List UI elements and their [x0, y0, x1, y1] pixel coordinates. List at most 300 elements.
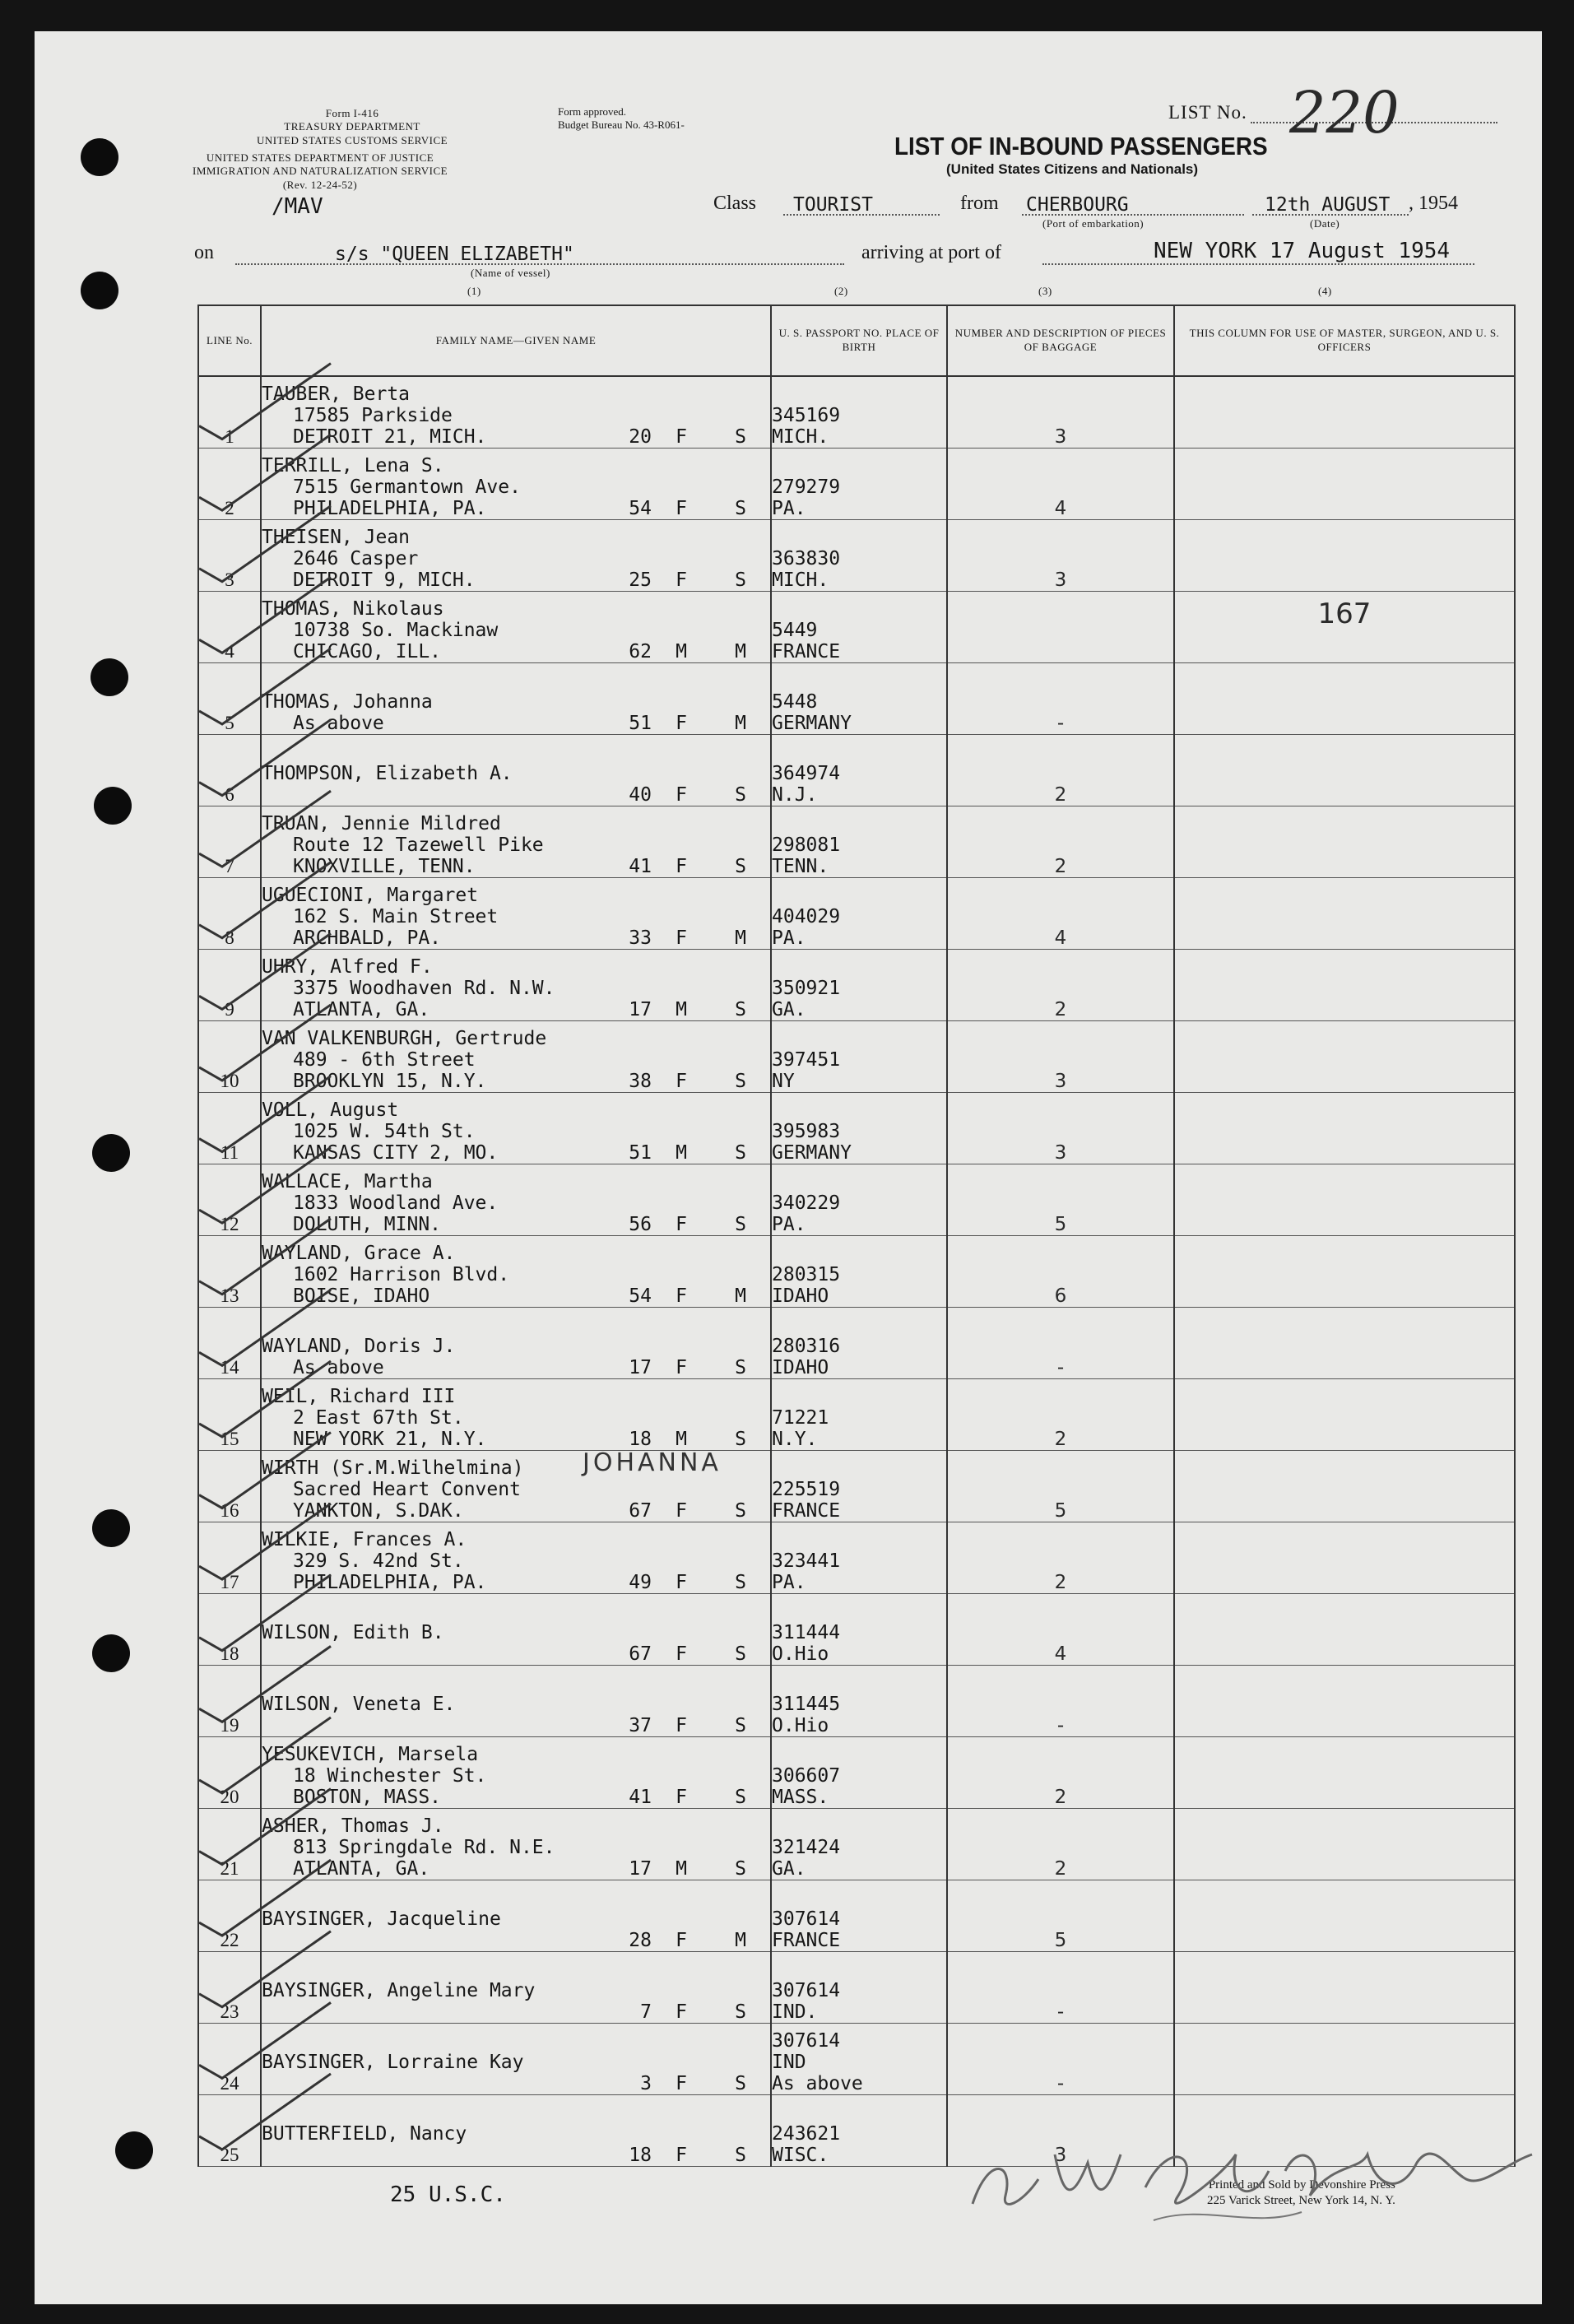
name-cell: [261, 1666, 771, 1737]
table-row: [198, 1880, 1515, 1952]
baggage-count: 3: [947, 2095, 1174, 2167]
name-cell: [261, 1021, 771, 1093]
place-of-birth: MASS.: [772, 1787, 829, 1808]
residence-age-sex-line: [262, 641, 770, 662]
city-address: BOISE, IDAHO: [293, 1285, 430, 1307]
marital-status: S: [735, 856, 746, 877]
sex: F: [676, 2073, 687, 2094]
baggage-count: 4: [947, 449, 1174, 520]
baggage-count: 2: [947, 1522, 1174, 1594]
passenger-name: VOLL, August: [262, 1099, 399, 1121]
baggage-count: 5: [947, 1880, 1174, 1952]
passport-cell: [771, 1952, 947, 2024]
baggage-count: -: [947, 2024, 1174, 2095]
address-line: [262, 1715, 607, 1736]
line-number: 17: [198, 1522, 261, 1594]
residence-age-sex-line: [262, 999, 770, 1020]
table-row: [198, 1451, 1515, 1522]
officers-cell: [1174, 2024, 1515, 2095]
table-row: [198, 1021, 1515, 1093]
baggage-count: -: [947, 1308, 1174, 1379]
passport-cell: [771, 592, 947, 663]
line-number: 16: [198, 1451, 261, 1522]
passport-number: 345169: [772, 405, 841, 426]
passport-number: 71221: [772, 1407, 829, 1429]
officer-signature: [956, 2105, 1542, 2237]
city-address: YANKTON, S.DAK.: [293, 1500, 464, 1522]
residence-age-sex-line: [262, 498, 770, 519]
passenger-name: ASHER, Thomas J.: [262, 1815, 444, 1837]
age: 54: [629, 1285, 652, 1307]
from-value: CHERBOURG: [1026, 194, 1129, 216]
line-number: 18: [198, 1594, 261, 1666]
age: 17: [629, 1858, 652, 1880]
baggage-count: 3: [947, 1093, 1174, 1164]
name-cell: [261, 1880, 771, 1952]
passport-cell: [771, 735, 947, 806]
line-number: 14: [198, 1308, 261, 1379]
passenger-name: WIRTH (Sr.M.Wilhelmina): [262, 1457, 524, 1479]
address-line: [262, 2001, 607, 2023]
line-number: 24: [198, 2024, 261, 2095]
address-line: [262, 2073, 607, 2094]
table-row: [198, 1594, 1515, 1666]
officers-cell: [1174, 878, 1515, 950]
street-address: 2 East 67th St.: [293, 1407, 464, 1429]
name-cell: [261, 520, 771, 592]
line-number: 15: [198, 1379, 261, 1451]
residence-age-sex-line: [262, 1787, 770, 1808]
arriving-label: arriving at port of: [861, 242, 1001, 263]
place-of-birth: PA.: [772, 1572, 806, 1593]
passenger-name: VAN VALKENBURGH, Gertrude: [262, 1028, 547, 1049]
passenger-name: THOMPSON, Elizabeth A.: [262, 763, 513, 784]
address-line: [262, 784, 607, 806]
city-address: PHILADELPHIA, PA.: [293, 1572, 487, 1593]
handwritten-given-name: JOHANNA: [583, 1448, 722, 1477]
name-cell: [261, 950, 771, 1021]
marital-status: S: [735, 426, 746, 448]
marital-status: S: [735, 1858, 746, 1880]
age: 41: [629, 856, 652, 877]
sex: M: [676, 1429, 687, 1450]
passport-number: 225519: [772, 1479, 841, 1500]
table-row: [198, 878, 1515, 950]
dept-justice-block: [193, 151, 448, 192]
officers-cell: [1174, 1379, 1515, 1451]
marital-status: S: [735, 1071, 746, 1092]
passport-number: 298081: [772, 834, 841, 856]
residence-age-sex-line: [262, 1643, 770, 1665]
name-cell: [261, 1093, 771, 1164]
vessel-caption: (Name of vessel): [471, 267, 550, 279]
street-address: Sacred Heart Convent: [293, 1479, 521, 1500]
street-address: Route 12 Tazewell Pike: [293, 834, 544, 856]
on-label: on: [194, 242, 214, 263]
passenger-name: TERRILL, Lena S.: [262, 455, 444, 476]
table-row: [198, 1522, 1515, 1594]
baggage-count: 3: [947, 376, 1174, 449]
approval-line-2: Budget Bureau No. 43-R061-: [558, 119, 685, 132]
sex: F: [676, 1572, 687, 1593]
place-of-birth: TENN.: [772, 856, 829, 877]
sex: F: [676, 2145, 687, 2166]
address-line: [262, 2145, 607, 2166]
name-cell: [261, 878, 771, 950]
officers-cell: [1174, 806, 1515, 878]
street-address: 1025 W. 54th St.: [293, 1121, 476, 1142]
place-of-birth: WISC.: [772, 2145, 829, 2166]
printer-line-2: 225 Varick Street, New York 14, N. Y.: [1207, 2193, 1395, 2207]
passport-number: 307614: [772, 1980, 841, 2001]
place-of-birth-note: As above: [772, 2073, 863, 2094]
age: 67: [629, 1500, 652, 1522]
marital-status: S: [735, 1214, 746, 1235]
line-number: 10: [198, 1021, 261, 1093]
baggage-count: 5: [947, 1451, 1174, 1522]
customs-service: UNITED STATES CUSTOMS SERVICE: [257, 133, 448, 146]
table-row: [198, 592, 1515, 663]
table-row: [198, 2024, 1515, 2095]
residence-age-sex-line: [262, 1357, 770, 1378]
city-address: DETROIT 21, MICH.: [293, 426, 487, 448]
place-of-birth: N.J.: [772, 784, 818, 806]
passport-cell: [771, 1809, 947, 1880]
passport-cell: [771, 1236, 947, 1308]
table-row: [198, 1737, 1515, 1809]
sex: F: [676, 1500, 687, 1522]
passport-cell: [771, 1308, 947, 1379]
age: 56: [629, 1214, 652, 1235]
baggage-count: 4: [947, 1594, 1174, 1666]
baggage-count: 2: [947, 735, 1174, 806]
marital-status: S: [735, 784, 746, 806]
street-address: 7515 Germantown Ave.: [293, 476, 521, 498]
marital-status: S: [735, 1787, 746, 1808]
passenger-name: THEISEN, Jean: [262, 527, 411, 548]
baggage-count: 2: [947, 1737, 1174, 1809]
place-of-birth: GA.: [772, 999, 806, 1020]
port-value: NEW YORK 17 August 1954: [1154, 239, 1451, 263]
city-address: CHICAGO, ILL.: [293, 641, 442, 662]
street-address: 1602 Harrison Blvd.: [293, 1264, 510, 1285]
place-of-birth: IDAHO: [772, 1285, 829, 1307]
marital-status: S: [735, 1715, 746, 1736]
marital-status: S: [735, 1572, 746, 1593]
marital-status: S: [735, 1357, 746, 1378]
residence-age-sex-line: [262, 1858, 770, 1880]
line-number: 8: [198, 878, 261, 950]
baggage-count: 4: [947, 878, 1174, 950]
table-header-row: [198, 305, 1515, 376]
passenger-name: WALLACE, Martha: [262, 1171, 433, 1192]
from-caption: (Port of embarkation): [1042, 217, 1145, 230]
line-number: 11: [198, 1093, 261, 1164]
baggage-count: 2: [947, 806, 1174, 878]
place-of-birth: MICH.: [772, 426, 829, 448]
residence-age-sex-line: [262, 927, 770, 949]
line-number: 3: [198, 520, 261, 592]
table-row: [198, 1952, 1515, 2024]
list-no-label: LIST No.: [1168, 102, 1247, 123]
col-num-4: (4): [1318, 285, 1332, 297]
street-address: 18 Winchester St.: [293, 1765, 487, 1787]
sex: F: [676, 1285, 687, 1307]
name-cell: [261, 2095, 771, 2167]
vessel-value: s/s "QUEEN ELIZABETH": [335, 244, 574, 265]
binder-hole-5: [92, 1134, 130, 1172]
passenger-name: YESUKEVICH, Marsela: [262, 1744, 479, 1765]
passport-cell: [771, 806, 947, 878]
name-cell: [261, 1737, 771, 1809]
place-of-birth: O.Hio: [772, 1715, 829, 1736]
name-cell: [261, 592, 771, 663]
name-cell: [261, 663, 771, 735]
officers-cell: [1174, 950, 1515, 1021]
table-row: [198, 1379, 1515, 1451]
sex: F: [676, 426, 687, 448]
passenger-name: TRUAN, Jennie Mildred: [262, 813, 501, 834]
name-cell: [261, 1522, 771, 1594]
place-of-birth: GERMANY: [772, 713, 852, 734]
city-address: BROOKLYN 15, N.Y.: [293, 1071, 487, 1092]
list-no-value: 220: [1289, 79, 1400, 146]
name-cell: [261, 376, 771, 449]
binder-hole-8: [115, 2131, 153, 2169]
age: 25: [629, 569, 652, 591]
baggage-count: 2: [947, 950, 1174, 1021]
passport-number: 307614: [772, 1908, 841, 1930]
marital-status: S: [735, 1429, 746, 1450]
passport-number: 350921: [772, 978, 841, 999]
line-number: 20: [198, 1737, 261, 1809]
passport-number: 280315: [772, 1264, 841, 1285]
sex: F: [676, 713, 687, 734]
residence-age-sex-line: [262, 426, 770, 448]
table-row: [198, 735, 1515, 806]
manifest-page: [35, 31, 1542, 2304]
approval-line-1: Form approved.: [558, 105, 627, 118]
residence-age-sex-line: [262, 1071, 770, 1092]
passenger-name: UHRY, Alfred F.: [262, 956, 433, 978]
passenger-name: THOMAS, Johanna: [262, 691, 433, 713]
passenger-name: WILSON, Edith B.: [262, 1622, 444, 1643]
marital-status: S: [735, 1142, 746, 1164]
sex: F: [676, 784, 687, 806]
officers-cell: [1174, 1737, 1515, 1809]
passport-number: 323441: [772, 1550, 841, 1572]
passport-cell: [771, 1737, 947, 1809]
name-cell: [261, 1164, 771, 1236]
binder-hole-3: [91, 658, 128, 696]
line-number: 13: [198, 1236, 261, 1308]
table-row: [198, 1236, 1515, 1308]
passport-cell: [771, 2095, 947, 2167]
age: 67: [629, 1643, 652, 1665]
passenger-name: BAYSINGER, Lorraine Kay: [262, 2052, 524, 2073]
passenger-name: WEIL, Richard III: [262, 1386, 456, 1407]
name-cell: [261, 449, 771, 520]
sex: F: [676, 856, 687, 877]
address-line: [262, 1643, 607, 1665]
sex: F: [676, 1930, 687, 1951]
table-row: [198, 376, 1515, 449]
passport-number: 279279: [772, 476, 841, 498]
passport-number: 395983: [772, 1121, 841, 1142]
residence-age-sex-line: [262, 2001, 770, 2023]
form-id-block: [257, 107, 448, 147]
page-subtitle: (United States Citizens and Nationals): [946, 161, 1199, 177]
street-address: 1833 Woodland Ave.: [293, 1192, 499, 1214]
street-address: 813 Springdale Rd. N.E.: [293, 1837, 555, 1858]
line-number: 1: [198, 376, 261, 449]
residence-age-sex-line: [262, 2145, 770, 2166]
name-cell: [261, 1809, 771, 1880]
place-of-birth: IND.: [772, 2001, 818, 2023]
baggage-count: [947, 592, 1174, 663]
baggage-count: 5: [947, 1164, 1174, 1236]
marital-status: S: [735, 2073, 746, 2094]
table-row: [198, 1093, 1515, 1164]
place-of-birth: FRANCE: [772, 641, 841, 662]
baggage-count: 3: [947, 1021, 1174, 1093]
passport-number: 321424: [772, 1837, 841, 1858]
passenger-name: WILSON, Veneta E.: [262, 1694, 456, 1715]
footer-usc: 25 U.S.C.: [390, 2182, 506, 2207]
place-of-birth: N.Y.: [772, 1429, 818, 1450]
residence-age-sex-line: [262, 1572, 770, 1593]
officers-cell: [1174, 1308, 1515, 1379]
city-address: ARCHBALD, PA.: [293, 927, 442, 949]
marital-status: S: [735, 999, 746, 1020]
sex: F: [676, 2001, 687, 2023]
line-number: 19: [198, 1666, 261, 1737]
age: 20: [629, 426, 652, 448]
marital-status: S: [735, 498, 746, 519]
passport-number: 311445: [772, 1694, 841, 1715]
line-number: 21: [198, 1809, 261, 1880]
name-cell: [261, 1308, 771, 1379]
passenger-name: BUTTERFIELD, Nancy: [262, 2123, 467, 2145]
treasury-dept: TREASURY DEPARTMENT: [284, 120, 420, 133]
baggage-count: -: [947, 663, 1174, 735]
officers-cell: [1174, 592, 1515, 663]
col-num-2: (2): [834, 285, 848, 297]
passport-cell: [771, 1093, 947, 1164]
passenger-name: BAYSINGER, Jacqueline: [262, 1908, 501, 1930]
age: 38: [629, 1071, 652, 1092]
binder-hole-6: [92, 1509, 130, 1547]
marital-status: S: [735, 1500, 746, 1522]
line-number: 9: [198, 950, 261, 1021]
age: 62: [629, 641, 652, 662]
passport-cell: [771, 449, 947, 520]
passenger-name: WAYLAND, Doris J.: [262, 1336, 456, 1357]
name-cell: [261, 1379, 771, 1451]
passport-cell: [771, 1666, 947, 1737]
age: 33: [629, 927, 652, 949]
marital-status: S: [735, 2145, 746, 2166]
passport-number: 5449: [772, 620, 818, 641]
baggage-count: 2: [947, 1379, 1174, 1451]
passport-number: 404029: [772, 906, 841, 927]
passenger-name: BAYSINGER, Angeline Mary: [262, 1980, 536, 2001]
passport-cell: [771, 878, 947, 950]
marital-status: M: [735, 641, 746, 662]
line-number: 4: [198, 592, 261, 663]
street-address: 329 S. 42nd St.: [293, 1550, 464, 1572]
clerk-initials: /MAV: [272, 194, 323, 219]
sex: M: [676, 641, 687, 662]
table-row: [198, 1666, 1515, 1737]
passenger-name: TAUBER, Berta: [262, 383, 411, 405]
residence-age-sex-line: [262, 856, 770, 877]
class-value: TOURIST: [793, 194, 873, 216]
place-of-birth: NY: [772, 1071, 795, 1092]
name-cell: [261, 1448, 771, 1522]
line-number: 22: [198, 1880, 261, 1952]
passenger-table: [197, 304, 1516, 2167]
table-row: [198, 520, 1515, 592]
street-address: 162 S. Main Street: [293, 906, 499, 927]
table-row: [198, 950, 1515, 1021]
date-caption: (Date): [1310, 217, 1340, 230]
officers-cell: [1174, 1236, 1515, 1308]
line-number: 5: [198, 663, 261, 735]
port-line: [1042, 263, 1474, 265]
officers-cell: [1174, 1522, 1515, 1594]
officers-cell: [1174, 663, 1515, 735]
city-address: PHILADELPHIA, PA.: [293, 498, 487, 519]
col-header-baggage: NUMBER AND DESCRIPTION OF PIECES OF BAGGAGE: [947, 305, 1174, 376]
sex: F: [676, 1643, 687, 1665]
officers-cell: [1174, 1093, 1515, 1164]
binder-hole-1: [81, 138, 118, 176]
sex: F: [676, 1787, 687, 1808]
passport-number: 397451: [772, 1049, 841, 1071]
line-number: 23: [198, 1952, 261, 2024]
city-address: ATLANTA, GA.: [293, 1858, 430, 1880]
passport-number: 5448: [772, 691, 818, 713]
age: 3: [640, 2073, 652, 2094]
residence-age-sex-line: [262, 1214, 770, 1235]
passenger-name: THOMAS, Nikolaus: [262, 598, 444, 620]
age: 41: [629, 1787, 652, 1808]
marital-status: S: [735, 1643, 746, 1665]
passport-cell: [771, 1379, 947, 1451]
passport-cell: [771, 376, 947, 449]
age: 17: [629, 1357, 652, 1378]
binder-hole-7: [92, 1634, 130, 1672]
age: 17: [629, 999, 652, 1020]
table-row: [198, 1164, 1515, 1236]
passport-number: 307614: [772, 2030, 841, 2052]
residence-age-sex-line: [262, 569, 770, 591]
line-number: 2: [198, 449, 261, 520]
revision-date: (Rev. 12-24-52): [282, 178, 358, 191]
table-row: [198, 449, 1515, 520]
sex: M: [676, 999, 687, 1020]
officer-note: 167: [1317, 597, 1372, 630]
name-cell: [261, 1952, 771, 2024]
year-printed: , 1954: [1409, 193, 1458, 214]
line-number: 6: [198, 735, 261, 806]
city-address: NEW YORK 21, N.Y.: [293, 1429, 487, 1450]
passport-cell: [771, 1880, 947, 1952]
line-number: 7: [198, 806, 261, 878]
from-label: from: [960, 193, 999, 214]
address-line: [262, 1930, 607, 1951]
